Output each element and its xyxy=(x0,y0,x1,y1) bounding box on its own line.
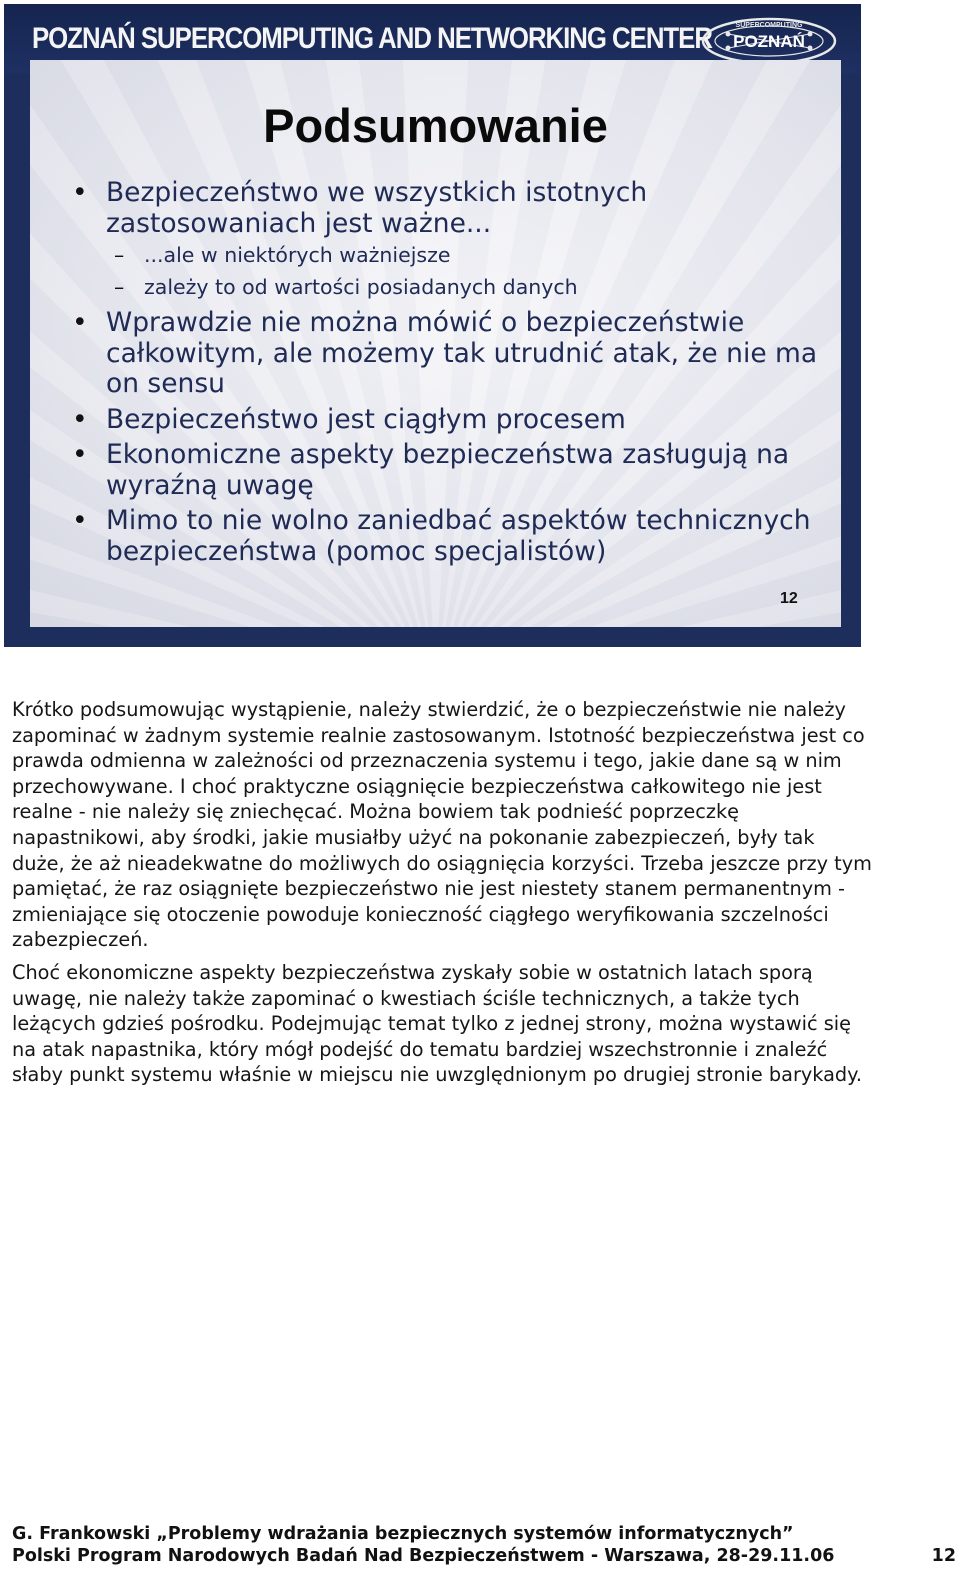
sub-bullet-item: – zależy to od wartości posiadanych danych xyxy=(30,271,820,303)
notes-paragraph: Choć ekonomiczne aspekty bezpieczeństwa zyskały sobie w ostatnich latach sporą uwagę, nie należy także zapominać o kwestiach ściśle technicznych, a także tych leżących gdzieś pośrodku. Podejmując temat tylko z jednej strony, można wystawić się na atak napastnika, który mógł podejść do tematu bardziej wszechstronnie i znaleźć słaby punkt systemu właśnie w miejscu nie uwzględnionym po drugiej stronie barykady. xyxy=(12,960,862,1087)
header-title: POZNAŃ SUPERCOMPUTING AND NETWORKING CENTER xyxy=(32,22,712,55)
logo-text: POZNAŃ xyxy=(733,32,805,51)
logo-caption: SUPERCOMPUTING xyxy=(735,22,803,29)
footer-event-line xyxy=(12,1545,960,1567)
bullet-item: • Bezpieczeństwo jest ciągłym procesem xyxy=(30,405,820,436)
footer-author-title: G. Frankowski „Problemy wdrażania bezpiecznych systemów informatycznych” xyxy=(12,1524,794,1544)
bullet-item: • Bezpieczeństwo we wszystkich istotnych zastosowaniach jest ważne... xyxy=(30,178,820,239)
speaker-notes xyxy=(12,697,872,1095)
sub-bullet-item: – ...ale w niektórych ważniejsze xyxy=(30,239,820,271)
slide-title: Podsumowanie xyxy=(263,99,608,152)
footer-event: Polski Program Narodowych Badań Nad Bezpieczeństwem - Warszawa, 28-29.11.06 xyxy=(12,1546,835,1566)
bullet-item: • Mimo to nie wolno zaniedbać aspektów technicznych bezpieczeństwa (pomoc specjalistów) xyxy=(30,506,820,567)
bullet-list xyxy=(30,178,820,567)
page-number: 12 xyxy=(931,1546,956,1566)
page-footer xyxy=(12,1523,960,1567)
slide-content-panel xyxy=(30,60,841,627)
bullet-item: • Ekonomiczne aspekty bezpieczeństwa zasługują na wyraźną uwagę xyxy=(30,440,820,501)
bullet-item: • Wprawdzie nie można mówić o bezpieczeństwie całkowitym, ale możemy tak utrudnić atak, że nie ma on sensu xyxy=(30,308,820,400)
slide xyxy=(4,4,861,647)
notes-paragraph: Krótko podsumowując wystąpienie, należy stwierdzić, że o bezpieczeństwie nie należy zapominać w żadnym systemie realnie zastosowanym. Istotność bezpieczeństwa jest co prawda odmienna w zależności od przeznaczenia systemu i tego, jakie dane są w nim przechowywane. I choć praktyczne osiągnięcie bezpieczeństwa całkowitego nie jest realne - nie należy się zniechęcać. Można bowiem tak podnieść poprzeczkę napastnikowi, aby środki, jakie musiałby użyć na pokonanie zabezpieczeń, były tak duże, że aż nieadekwatne do możliwych do osiągnięcia korzyści. Trzeba jeszcze przy tym pamiętać, że raz osiągnięte bezpieczeństwo nie jest niestety stanem permanentnym - zmieniające się otoczenie powoduje konieczność ciągłego weryfikowania szczelności zabezpieczeń. xyxy=(12,698,872,952)
slide-number: 12 xyxy=(780,590,798,607)
